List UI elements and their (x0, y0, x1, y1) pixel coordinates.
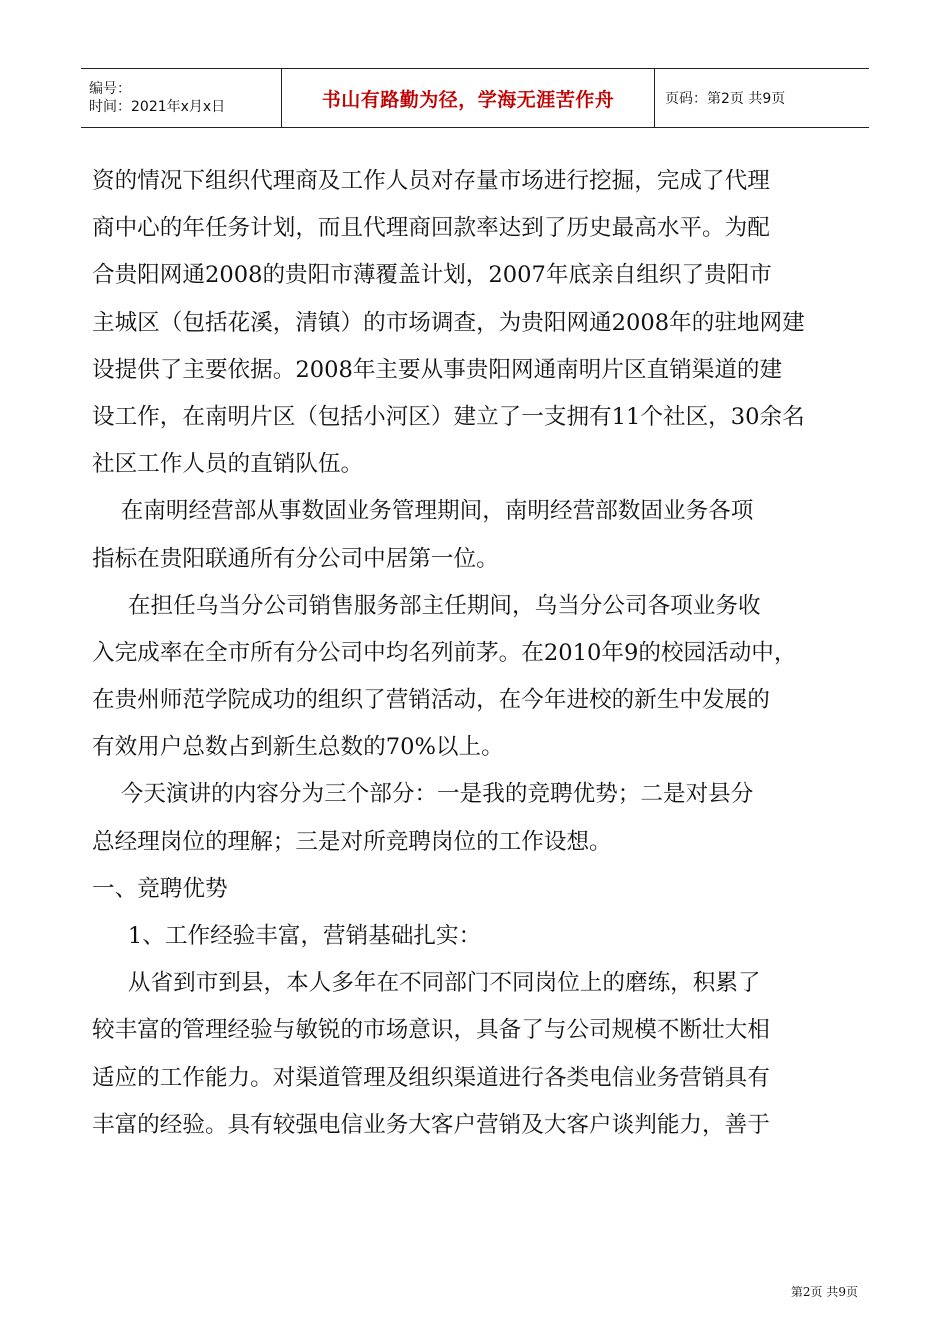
section-heading: 一、竞聘优势 (92, 875, 228, 902)
document-time-label: 时间：2021年x月x日 (89, 99, 226, 115)
header-motto: 书山有路勤为径，学海无涯苦作舟 (321, 88, 615, 111)
body-line: 入完成率在全市所有分公司中均名列前茅。在2010年9的校园活动中， (92, 639, 797, 666)
body-line: 指标在贵阳联通所有分公司中居第一位。 (92, 545, 499, 572)
body-line: 设提供了主要依据。2008年主要从事贵阳网通南明片区直销渠道的建 (92, 356, 783, 383)
body-line: 社区工作人员的直销队伍。 (92, 451, 364, 478)
body-line: 资的情况下组织代理商及工作人员对存量市场进行挖掘，完成了代理 (92, 168, 770, 194)
subsection-heading: 1、工作经验丰富，营销基础扎实： (92, 923, 482, 949)
footer-page-number: 第2页 共9页 (790, 1285, 858, 1299)
body-line: 今天演讲的内容分为三个部分：一是我的竞聘优势；二是对县分 (92, 781, 754, 808)
header-motto-cell (282, 69, 655, 127)
body-line: 在担任乌当分公司销售服务部主任期间，乌当分公司各项业务收 (92, 592, 761, 619)
header-left-cell (81, 69, 282, 127)
body-line: 从省到市到县，本人多年在不同部门不同岗位上的磨练，积累了 (92, 970, 761, 997)
body-line: 商中心的年任务计划，而且代理商回款率达到了历史最高水平。为配 (92, 215, 770, 242)
body-line: 在南明经营部从事数固业务管理期间，南明经营部数固业务各项 (92, 498, 754, 525)
header-page-cell (655, 69, 869, 127)
body-line: 较丰富的管理经验与敏锐的市场意识，具备了与公司规模不断壮大相 (92, 1017, 770, 1044)
body-line: 在贵州师范学院成功的组织了营销活动，在今年进校的新生中发展的 (92, 687, 770, 714)
body-line: 适应的工作能力。对渠道管理及组织渠道进行各类电信业务营销具有 (92, 1064, 770, 1091)
body-line: 设工作，在南明片区（包括小河区）建立了一支拥有11个社区，30余名 (92, 403, 805, 430)
body-line: 合贵阳网通2008的贵阳市薄覆盖计划，2007年底亲自组织了贵阳市 (92, 262, 772, 289)
page-header (81, 68, 869, 128)
document-body (92, 158, 862, 1149)
body-line: 主城区（包括花溪，清镇）的市场调查，为贵阳网通2008年的驻地网建 (92, 309, 805, 336)
page-footer (791, 1283, 858, 1300)
body-line: 总经理岗位的理解；三是对所竞聘岗位的工作设想。 (92, 828, 612, 855)
header-page-number: 页码：第2页 共9页 (665, 91, 786, 107)
body-line: 有效用户总数占到新生总数的70%以上。 (92, 734, 504, 761)
document-number-label: 编号： (89, 81, 131, 97)
body-line: 丰富的经验。具有较强电信业务大客户营销及大客户谈判能力，善于 (92, 1111, 770, 1138)
